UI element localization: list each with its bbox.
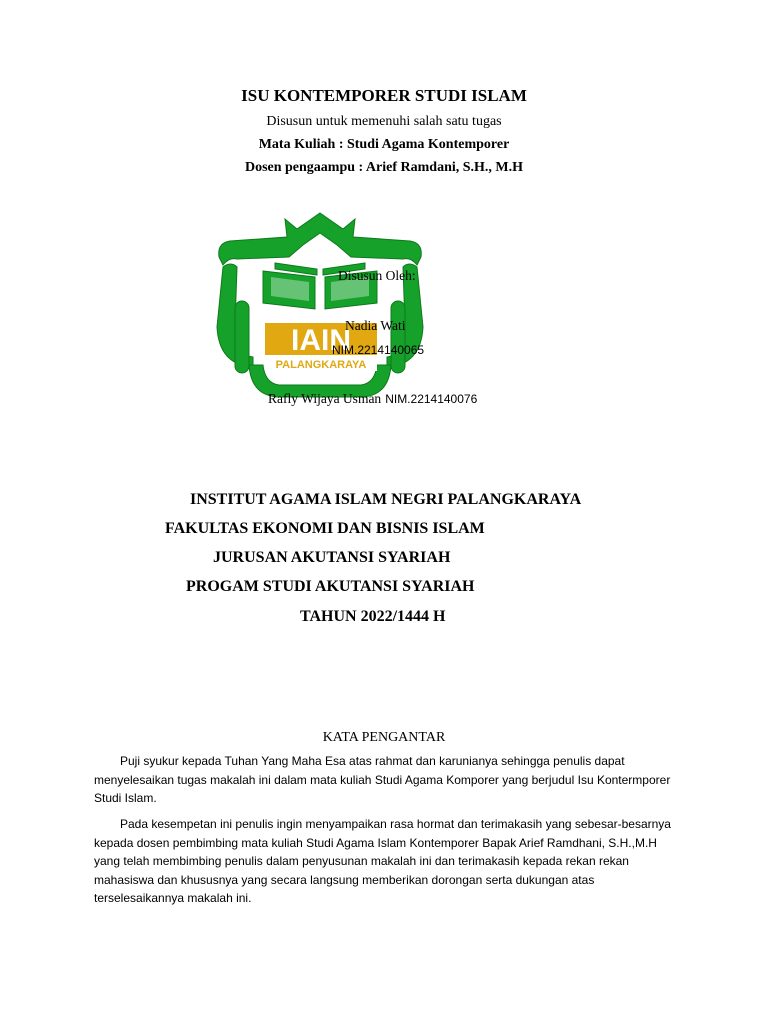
author-line — [268, 390, 477, 408]
academic-year: TAHUN 2022/1444 H — [300, 608, 446, 625]
preface-heading: KATA PENGANTAR — [322, 730, 446, 745]
faculty-name: FAKULTAS EKONOMI DAN BISNIS ISLAM — [165, 520, 485, 537]
lecturer-name: Dosen pengaampu : Arief Ramdani, S.H., M.H — [244, 160, 524, 175]
author-name: Nadia Wati — [345, 318, 406, 333]
department-name: JURUSAN AKUTANSI SYARIAH — [213, 549, 451, 566]
author-nim: NIM.2214140065 — [332, 343, 425, 357]
author-name: Rafly Wijaya Usman — [268, 391, 382, 406]
course-name: Mata Kuliah : Studi Agama Kontemporer — [258, 137, 510, 152]
institution-name: INSTITUT AGAMA ISLAM NEGRI PALANGKARAYA — [190, 491, 582, 508]
author-nim: NIM.2214140076 — [385, 392, 478, 406]
authors-heading: Disusun Oleh: — [338, 268, 416, 283]
logo-place: PALANGKARAYA — [275, 359, 367, 371]
preface-paragraph: Pada kesempetan ini penulis ingin menyampaikan rasa hormat dan terimakasih yang sebesar-besarnya kepada dosen pembimbing mata kuliah Studi Agama Islam Kontemporer Bapak Arief Ramdhani, S.H.,M.H yang telah membimbing penulis dalam penyusunan makalah ini dan terimakasih kepada rekan rekan mahasiswa dan khususnya yang secara langsung memberikan dorongan serta dukungan atas terselesaikannya makalah ini. — [94, 817, 671, 905]
iain-palangkaraya-logo — [205, 205, 435, 410]
study-program: PROGAM STUDI AKUTANSI SYARIAH — [186, 578, 475, 595]
document-subtitle: Disusun untuk memenuhi salah satu tugas — [266, 114, 502, 129]
document-title: ISU KONTEMPORER STUDI ISLAM — [241, 86, 527, 105]
logo-graphic — [205, 205, 435, 410]
preface-paragraph: Puji syukur kepada Tuhan Yang Maha Esa atas rahmat dan karunianya sehingga penulis dapat menyelesaikan tugas makalah ini dalam mata kuliah Studi Agama Komporer yang berjudul Isu Kontermporer Studi Islam. — [94, 754, 671, 805]
logo-wordmark: IAIN — [291, 324, 351, 357]
